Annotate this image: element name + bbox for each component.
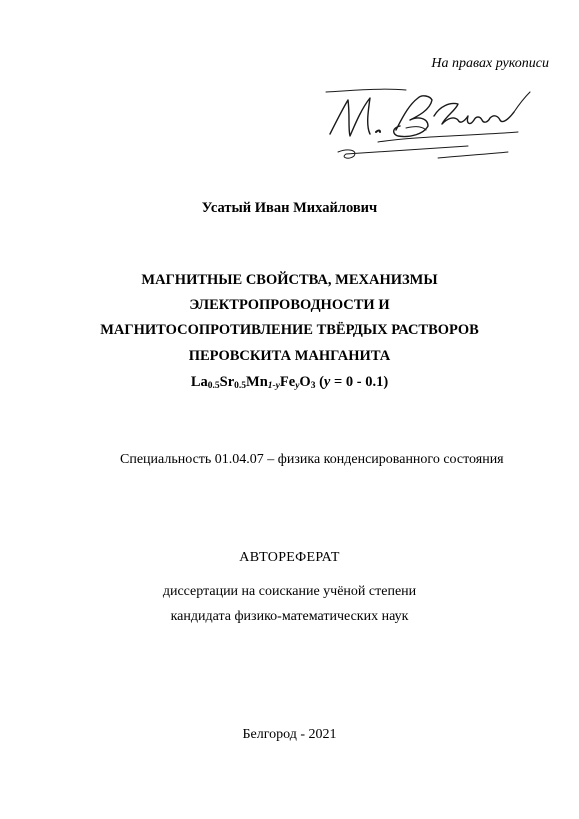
formula-la: La xyxy=(190,374,208,390)
dissertation-line-2: кандидата физико-математических наук xyxy=(170,609,409,624)
document-type: АВТОРЕФЕРАТ xyxy=(239,550,340,565)
formula-mn-subscript: 1-y xyxy=(267,381,280,391)
rights-note: На правах рукописи xyxy=(431,56,549,71)
title-line-3: МАГНИТОСОПРОТИВЛЕНИЕ ТВЁРДЫХ РАСТВОРОВ xyxy=(100,322,479,338)
dissertation-line-1: диссертации на соискание учёной степени xyxy=(162,584,417,599)
chemical-formula xyxy=(0,374,579,391)
formula-fe: Fe xyxy=(279,374,296,390)
formula-o-subscript: 3 xyxy=(310,381,316,391)
formula-sr-subscript: 0.5 xyxy=(234,381,247,391)
formula-range-variable: y xyxy=(323,374,331,390)
formula-mn: Mn xyxy=(246,374,268,390)
formula-la-subscript: 0.5 xyxy=(207,381,220,391)
author-name: Усатый Иван Михайлович xyxy=(201,200,378,216)
formula-sr: Sr xyxy=(219,374,235,390)
formula-fe-subscript: y xyxy=(295,381,300,391)
city-year: Белгород - 2021 xyxy=(242,727,337,742)
title-line-2: ЭЛЕКТРОПРОВОДНОСТИ И xyxy=(189,297,390,313)
handwritten-signature xyxy=(318,86,538,164)
formula-o: O xyxy=(299,374,311,390)
specialty-line: Специальность 01.04.07 – физика конденсированного состояния xyxy=(120,452,504,467)
formula-range-close: = 0 - 0.1) xyxy=(330,374,389,390)
formula-range-open: ( xyxy=(315,374,324,390)
title-line-4: ПЕРОВСКИТА МАНГАНИТА xyxy=(188,348,391,364)
title-line-1: МАГНИТНЫЕ СВОЙСТВА, МЕХАНИЗМЫ xyxy=(141,272,438,288)
